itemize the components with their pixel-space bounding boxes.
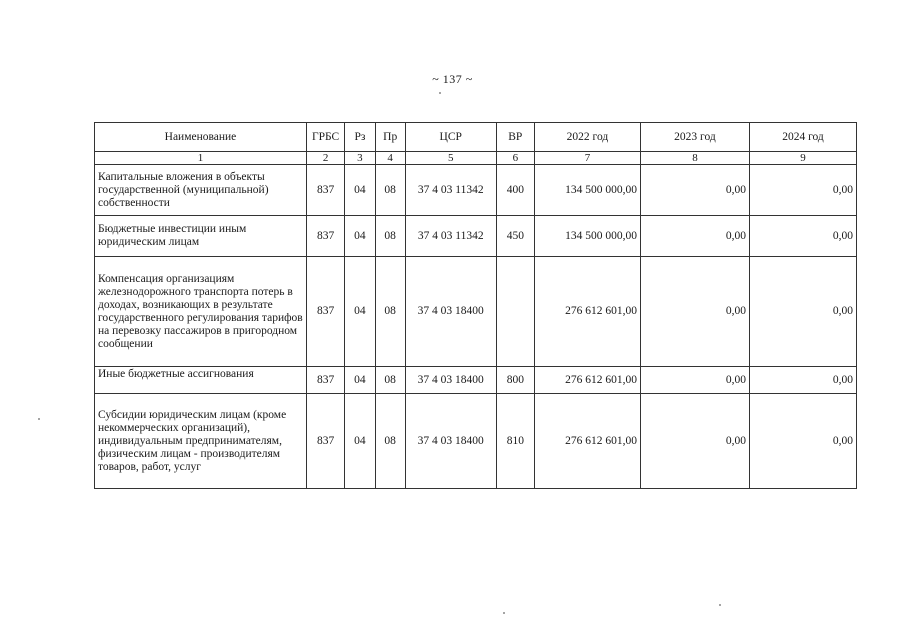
row-rz: 04 <box>345 216 375 257</box>
column-number: 5 <box>405 152 496 165</box>
row-name: Капитальные вложения в объекты государственной (муниципальной) собственности <box>95 165 307 216</box>
scan-speck <box>503 612 505 614</box>
row-pr: 08 <box>375 216 405 257</box>
row-rz: 04 <box>345 367 375 394</box>
header-name: Наименование <box>95 123 307 152</box>
row-csr: 37 4 03 18400 <box>405 367 496 394</box>
row-2022: 276 612 601,00 <box>534 367 640 394</box>
row-grbs: 837 <box>306 257 344 367</box>
header-csr: ЦСР <box>405 123 496 152</box>
row-pr: 08 <box>375 165 405 216</box>
row-vr: 800 <box>496 367 534 394</box>
table-row <box>95 165 857 216</box>
column-number: 7 <box>534 152 640 165</box>
row-vr: 450 <box>496 216 534 257</box>
table-row <box>95 367 857 394</box>
budget-table <box>94 122 857 489</box>
row-2022: 134 500 000,00 <box>534 165 640 216</box>
row-2024: 0,00 <box>749 216 856 257</box>
row-pr: 08 <box>375 367 405 394</box>
scan-speck <box>439 92 441 94</box>
row-2023: 0,00 <box>640 394 749 489</box>
row-csr: 37 4 03 11342 <box>405 216 496 257</box>
column-number: 8 <box>640 152 749 165</box>
row-name: Компенсация организациям железнодорожного транспорта потерь в доходах, возникающих в результате государственного регулирования тарифов на перевозку пассажиров в пригородном сообщении <box>95 257 307 367</box>
row-vr: 400 <box>496 165 534 216</box>
row-grbs: 837 <box>306 216 344 257</box>
row-rz: 04 <box>345 257 375 367</box>
row-2022: 276 612 601,00 <box>534 394 640 489</box>
row-name: Субсидии юридическим лицам (кроме некоммерческих организаций), индивидуальным предпринимателям, физическим лицам - производителям товаров, работ, услуг <box>95 394 307 489</box>
column-number: 2 <box>306 152 344 165</box>
table-row <box>95 257 857 367</box>
row-2023: 0,00 <box>640 257 749 367</box>
row-rz: 04 <box>345 165 375 216</box>
row-csr: 37 4 03 18400 <box>405 394 496 489</box>
header-pr: Пр <box>375 123 405 152</box>
row-rz: 04 <box>345 394 375 489</box>
row-grbs: 837 <box>306 367 344 394</box>
row-grbs: 837 <box>306 165 344 216</box>
row-2024: 0,00 <box>749 257 856 367</box>
column-number: 6 <box>496 152 534 165</box>
row-pr: 08 <box>375 394 405 489</box>
column-number: 4 <box>375 152 405 165</box>
row-vr <box>496 257 534 367</box>
column-number: 3 <box>345 152 375 165</box>
header-2023: 2023 год <box>640 123 749 152</box>
scan-speck <box>38 418 40 420</box>
row-2022: 276 612 601,00 <box>534 257 640 367</box>
row-2023: 0,00 <box>640 367 749 394</box>
header-row <box>95 123 857 152</box>
row-csr: 37 4 03 11342 <box>405 165 496 216</box>
row-2023: 0,00 <box>640 165 749 216</box>
row-2022: 134 500 000,00 <box>534 216 640 257</box>
header-rz: Рз <box>345 123 375 152</box>
row-2024: 0,00 <box>749 165 856 216</box>
row-name: Бюджетные инвестиции иным юридическим лицам <box>95 216 307 257</box>
header-2022: 2022 год <box>534 123 640 152</box>
column-number-row <box>95 152 857 165</box>
scan-speck <box>719 604 721 606</box>
row-2023: 0,00 <box>640 216 749 257</box>
row-name: Иные бюджетные ассигнования <box>95 367 307 394</box>
table-row <box>95 216 857 257</box>
page-number: ~ 137 ~ <box>432 72 473 86</box>
row-2024: 0,00 <box>749 394 856 489</box>
row-pr: 08 <box>375 257 405 367</box>
header-grbs: ГРБС <box>306 123 344 152</box>
column-number: 1 <box>95 152 307 165</box>
row-vr: 810 <box>496 394 534 489</box>
table-row <box>95 394 857 489</box>
row-2024: 0,00 <box>749 367 856 394</box>
header-2024: 2024 год <box>749 123 856 152</box>
column-number: 9 <box>749 152 856 165</box>
row-csr: 37 4 03 18400 <box>405 257 496 367</box>
header-vr: ВР <box>496 123 534 152</box>
row-grbs: 837 <box>306 394 344 489</box>
